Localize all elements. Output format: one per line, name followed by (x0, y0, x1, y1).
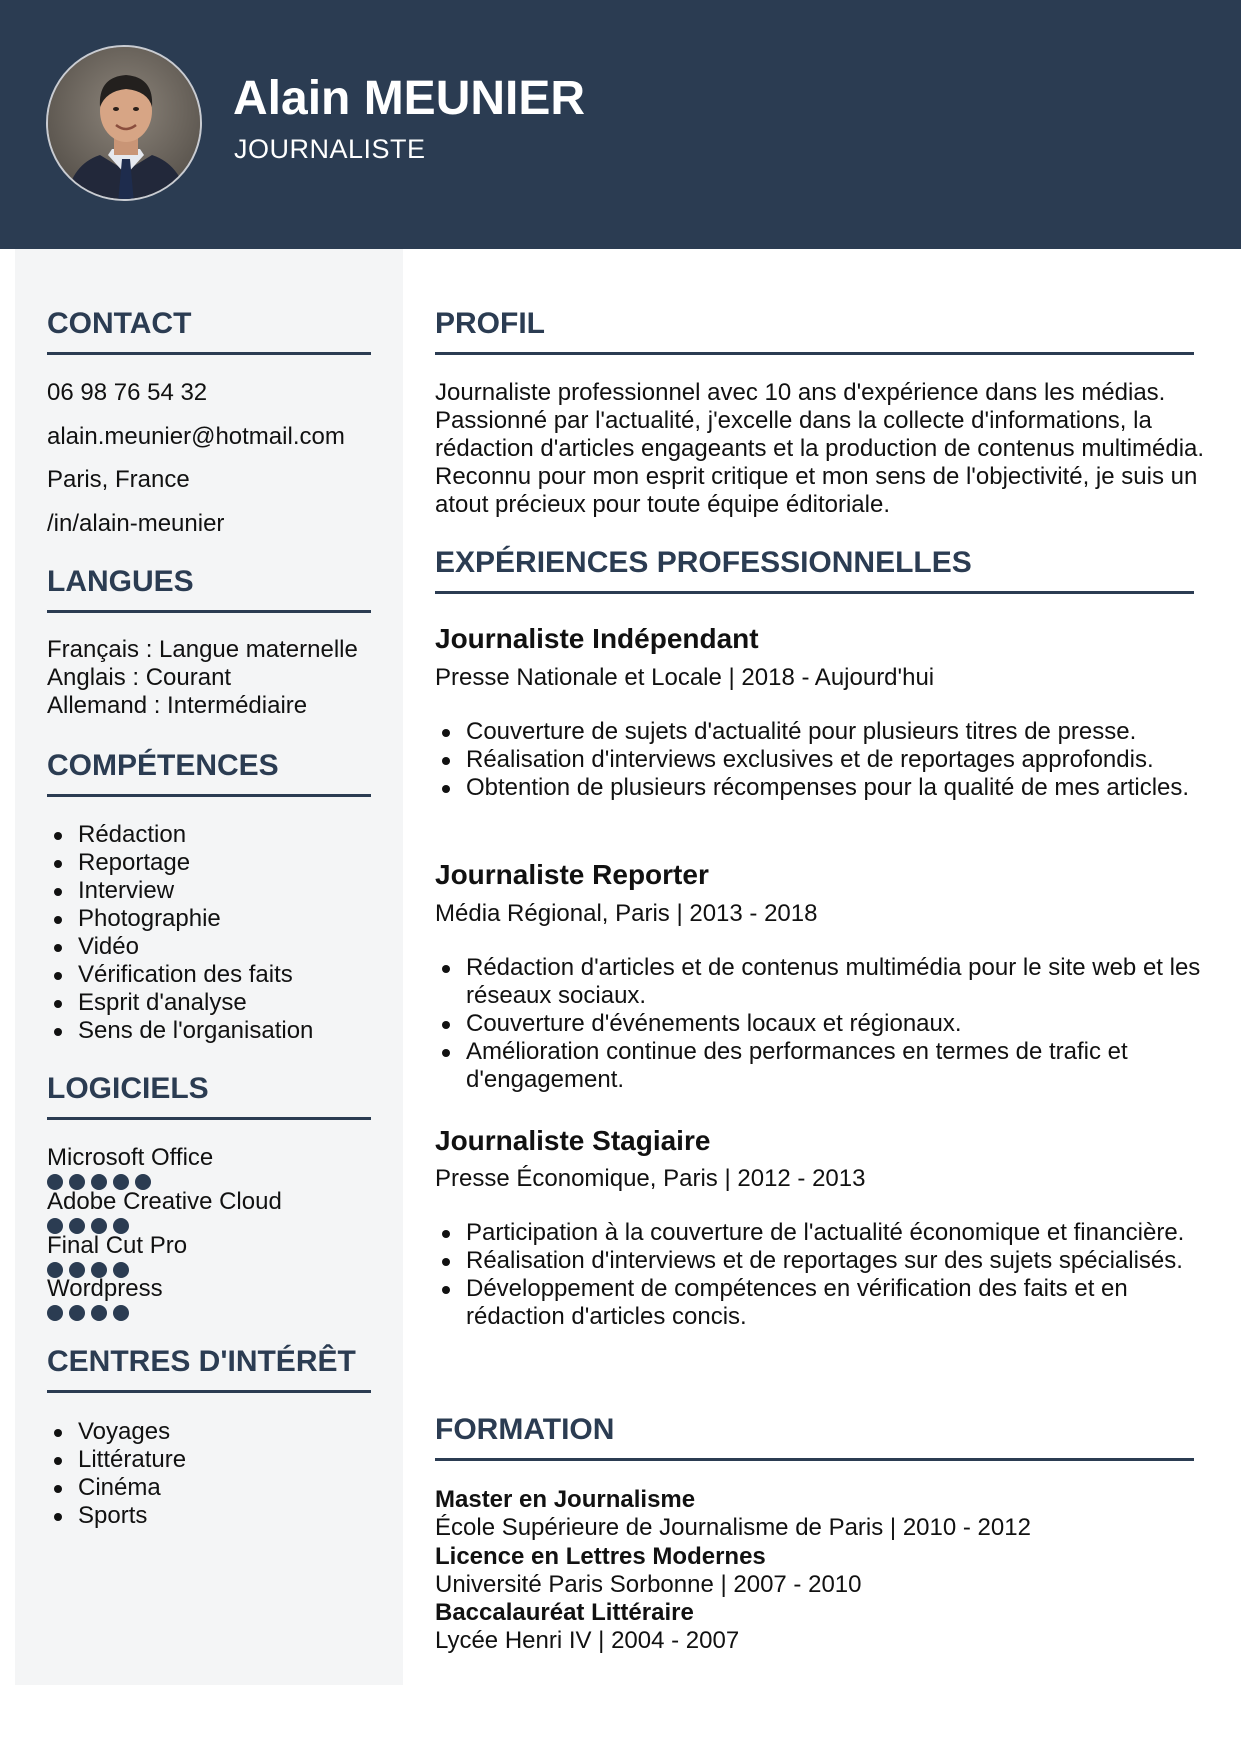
header-banner (0, 0, 1241, 249)
candidate-name: Alain MEUNIER (233, 72, 586, 125)
interest-item: Sports (78, 1502, 418, 1530)
skill-item: Esprit d'analyse (78, 989, 418, 1017)
interests-list (47, 1418, 418, 1530)
interests-heading: CENTRES D'INTÉRÊT (47, 1344, 371, 1393)
rating-dot (69, 1305, 85, 1321)
job-bullet: Rédaction d'articles et de contenus multimédia pour le site web et les réseaux sociaux. (466, 954, 1231, 1010)
skills-list (47, 821, 418, 1045)
contact-linkedin: /in/alain-meunier (47, 510, 225, 537)
interest-item: Voyages (78, 1418, 418, 1446)
education-school: École Supérieure de Journalisme de Paris | 2010 - 2012 (435, 1514, 1031, 1541)
job-bullet: Couverture d'événements locaux et régionaux. (466, 1010, 1231, 1038)
interest-item: Cinéma (78, 1474, 418, 1502)
skill-item: Vidéo (78, 933, 418, 961)
rating-dot (113, 1305, 129, 1321)
job-bullet: Amélioration continue des performances en termes de trafic et d'engagement. (466, 1038, 1231, 1094)
profile-heading: PROFIL (435, 306, 1194, 355)
job-entry-bullets (435, 1219, 1231, 1331)
education-degree: Master en Journalisme (435, 1486, 696, 1513)
skill-item: Reportage (78, 849, 418, 877)
skill-item: Photographie (78, 905, 418, 933)
job-entry-bullets (435, 718, 1231, 802)
software-name: Final Cut Pro (47, 1232, 188, 1259)
software-heading: LOGICIELS (47, 1071, 371, 1120)
job-entry-meta: Presse Nationale et Locale | 2018 - Aujourd'hui (435, 664, 935, 691)
software-name: Wordpress (47, 1275, 163, 1302)
education-degree: Baccalauréat Littéraire (435, 1599, 694, 1626)
education-degree: Licence en Lettres Modernes (435, 1543, 766, 1570)
skill-item: Vérification des faits (78, 961, 418, 989)
job-entry-bullets (435, 954, 1231, 1094)
skill-item: Sens de l'organisation (78, 1017, 418, 1045)
rating-dot (47, 1305, 63, 1321)
job-bullet: Obtention de plusieurs récompenses pour la qualité de mes articles. (466, 774, 1231, 802)
contact-location: Paris, France (47, 466, 190, 493)
language-item: Anglais : Courant (47, 664, 232, 691)
language-item: Allemand : Intermédiaire (47, 692, 308, 719)
education-school: Université Paris Sorbonne | 2007 - 2010 (435, 1571, 862, 1598)
software-name: Adobe Creative Cloud (47, 1188, 282, 1215)
job-title: JOURNALISTE (234, 134, 426, 164)
interest-item: Littérature (78, 1446, 418, 1474)
job-entry-title: Journaliste Indépendant (435, 623, 759, 654)
profile-text: Journaliste professionnel avec 10 ans d'expérience dans les médias. Passionné par l'actualité, j'excelle dans la collecte d'informations, la rédaction d'articles engageants et la production de contenus multimédia. Reconnu pour mon esprit critique et mon sens de l'objectivité, je suis un atout précieux pour toute équipe éditoriale. (435, 379, 1205, 518)
job-entry-meta: Média Régional, Paris | 2013 - 2018 (435, 900, 818, 927)
skill-item: Interview (78, 877, 418, 905)
job-bullet: Participation à la couverture de l'actualité économique et financière. (466, 1219, 1231, 1247)
software-name: Microsoft Office (47, 1144, 214, 1171)
job-entry-title: Journaliste Stagiaire (435, 1125, 711, 1156)
job-entry-title: Journaliste Reporter (435, 859, 709, 890)
software-rating (47, 1305, 129, 1321)
rating-dot (91, 1305, 107, 1321)
contact-email: alain.meunier@hotmail.com (47, 423, 345, 450)
job-bullet: Couverture de sujets d'actualité pour plusieurs titres de presse. (466, 718, 1231, 746)
skills-heading: COMPÉTENCES (47, 748, 371, 797)
skill-item: Rédaction (78, 821, 418, 849)
language-item: Français : Langue maternelle (47, 636, 358, 663)
experience-heading: EXPÉRIENCES PROFESSIONNELLES (435, 545, 1194, 594)
job-entry-meta: Presse Économique, Paris | 2012 - 2013 (435, 1165, 866, 1192)
job-bullet: Réalisation d'interviews et de reportages sur des sujets spécialisés. (466, 1247, 1231, 1275)
education-school: Lycée Henri IV | 2004 - 2007 (435, 1627, 740, 1654)
job-bullet: Développement de compétences en vérification des faits et en rédaction d'articles concis. (466, 1275, 1231, 1331)
education-heading: FORMATION (435, 1412, 1194, 1461)
contact-heading: CONTACT (47, 306, 371, 355)
job-bullet: Réalisation d'interviews exclusives et de reportages approfondis. (466, 746, 1231, 774)
contact-phone: 06 98 76 54 32 (47, 379, 208, 406)
profile-photo (46, 45, 202, 201)
languages-heading: LANGUES (47, 564, 371, 613)
